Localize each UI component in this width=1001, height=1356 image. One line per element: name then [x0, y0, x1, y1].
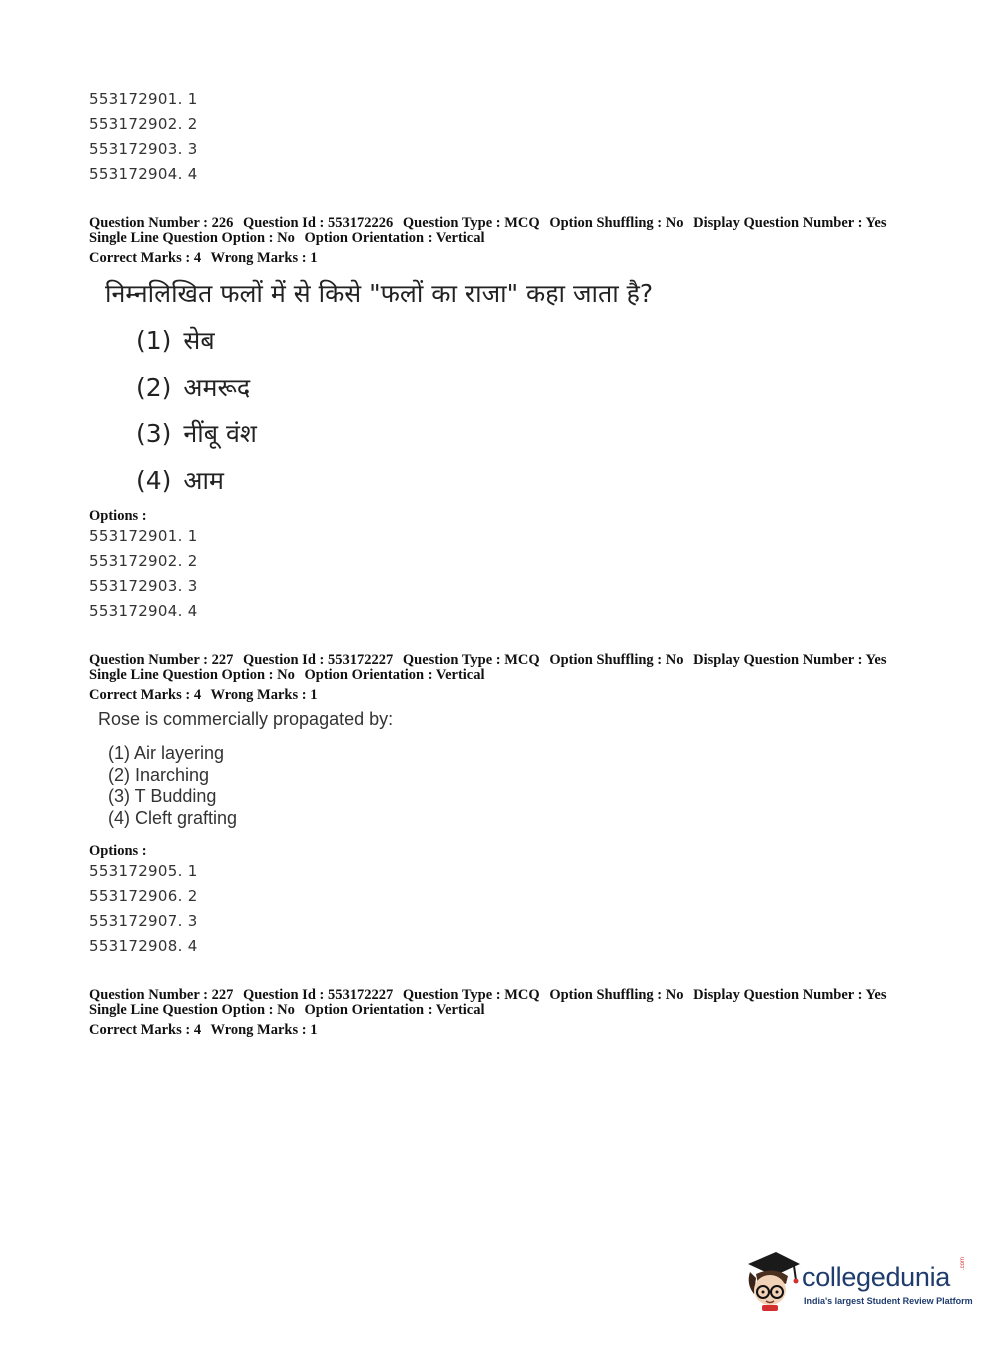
meta-line-1 [89, 653, 969, 668]
question-type: Question Type : MCQ [402, 652, 540, 668]
choice-item: (4) आम [136, 465, 224, 495]
question-226-choices [136, 318, 257, 504]
display-question-number: Display Question Number : Yes [693, 652, 887, 668]
choice-item: (3) नींबू वंश [136, 419, 257, 448]
choice-item: (2) अमरूद [136, 372, 251, 402]
wrong-marks: Wrong Marks : 1 [210, 1022, 318, 1038]
choice-item: (1) Air layering [108, 743, 225, 763]
question-type: Question Type : MCQ [402, 215, 540, 231]
option-row: 553172906. 2 [89, 887, 198, 905]
logo-tagline: India's largest Student Review Platform [804, 1296, 973, 1306]
question-226-options-list [89, 524, 198, 624]
option-shuffling: Option Shuffling : No [549, 987, 684, 1003]
option-orientation: Option Orientation : Vertical [304, 667, 485, 683]
question-227-choices [108, 743, 237, 829]
single-line-question-option: Single Line Question Option : No [89, 230, 295, 246]
question-227-meta [89, 653, 969, 703]
question-id: Question Id : 553172227 [242, 652, 394, 668]
meta-line-1 [89, 988, 969, 1003]
question-type: Question Type : MCQ [402, 987, 540, 1003]
logo-wordmark: collegedunia [802, 1262, 951, 1292]
choice-item: (4) Cleft grafting [108, 807, 238, 828]
marks-line [89, 251, 969, 266]
option-row: 553172903. 3 [89, 140, 198, 158]
meta-line-2 [89, 668, 969, 683]
option-row: 553172904. 4 [89, 602, 198, 620]
meta-line-2 [89, 231, 969, 246]
question-number: Question Number : 226 [89, 215, 234, 231]
display-question-number: Display Question Number : Yes [693, 987, 887, 1003]
wrong-marks: Wrong Marks : 1 [210, 687, 318, 703]
meta-line-1 [89, 216, 969, 231]
choice-item: (1) सेब [136, 326, 215, 355]
single-line-question-option: Single Line Question Option : No [89, 1002, 295, 1018]
question-227-options-label: Options : [89, 843, 147, 859]
display-question-number: Display Question Number : Yes [693, 215, 887, 231]
choice-item: (3) T Budding [108, 786, 217, 806]
graduate-mascot-icon [742, 1250, 802, 1314]
single-line-question-option: Single Line Question Option : No [89, 667, 295, 683]
option-shuffling: Option Shuffling : No [549, 652, 684, 668]
question-226-text: निम्नलिखित फलों में से किसे "फलों का राजा" कहा जाता है? [105, 279, 654, 308]
question-number: Question Number : 227 [89, 987, 234, 1003]
option-row: 553172907. 3 [89, 912, 198, 930]
correct-marks: Correct Marks : 4 [89, 687, 202, 703]
option-shuffling: Option Shuffling : No [549, 215, 684, 231]
meta-line-2 [89, 1003, 969, 1018]
question-226-options-label: Options : [89, 508, 147, 524]
option-orientation: Option Orientation : Vertical [304, 230, 485, 246]
question-227-options-list [89, 859, 198, 959]
option-row: 553172901. 1 [89, 90, 198, 108]
option-orientation: Option Orientation : Vertical [304, 1002, 485, 1018]
question-226-meta [89, 216, 969, 266]
question-227-text: Rose is commercially propagated by: [98, 709, 394, 729]
option-row: 553172903. 3 [89, 577, 198, 595]
option-row: 553172904. 4 [89, 165, 198, 183]
option-row: 553172901. 1 [89, 527, 198, 545]
logo-dotcom: .com [960, 1256, 966, 1270]
question-id: Question Id : 553172227 [242, 987, 394, 1003]
question-number: Question Number : 227 [89, 652, 234, 668]
option-row: 553172908. 4 [89, 937, 198, 955]
option-row: 553172902. 2 [89, 115, 198, 133]
marks-line [89, 1023, 969, 1038]
correct-marks: Correct Marks : 4 [89, 250, 202, 266]
question-227-repeat-meta [89, 988, 969, 1038]
wrong-marks: Wrong Marks : 1 [210, 250, 318, 266]
option-row: 553172902. 2 [89, 552, 198, 570]
marks-line [89, 688, 969, 703]
correct-marks: Correct Marks : 4 [89, 1022, 202, 1038]
collegedunia-logo[interactable] [742, 1250, 972, 1314]
top-options-list [89, 87, 198, 187]
question-id: Question Id : 553172226 [242, 215, 394, 231]
option-row: 553172905. 1 [89, 862, 198, 880]
choice-item: (2) Inarching [108, 764, 210, 785]
